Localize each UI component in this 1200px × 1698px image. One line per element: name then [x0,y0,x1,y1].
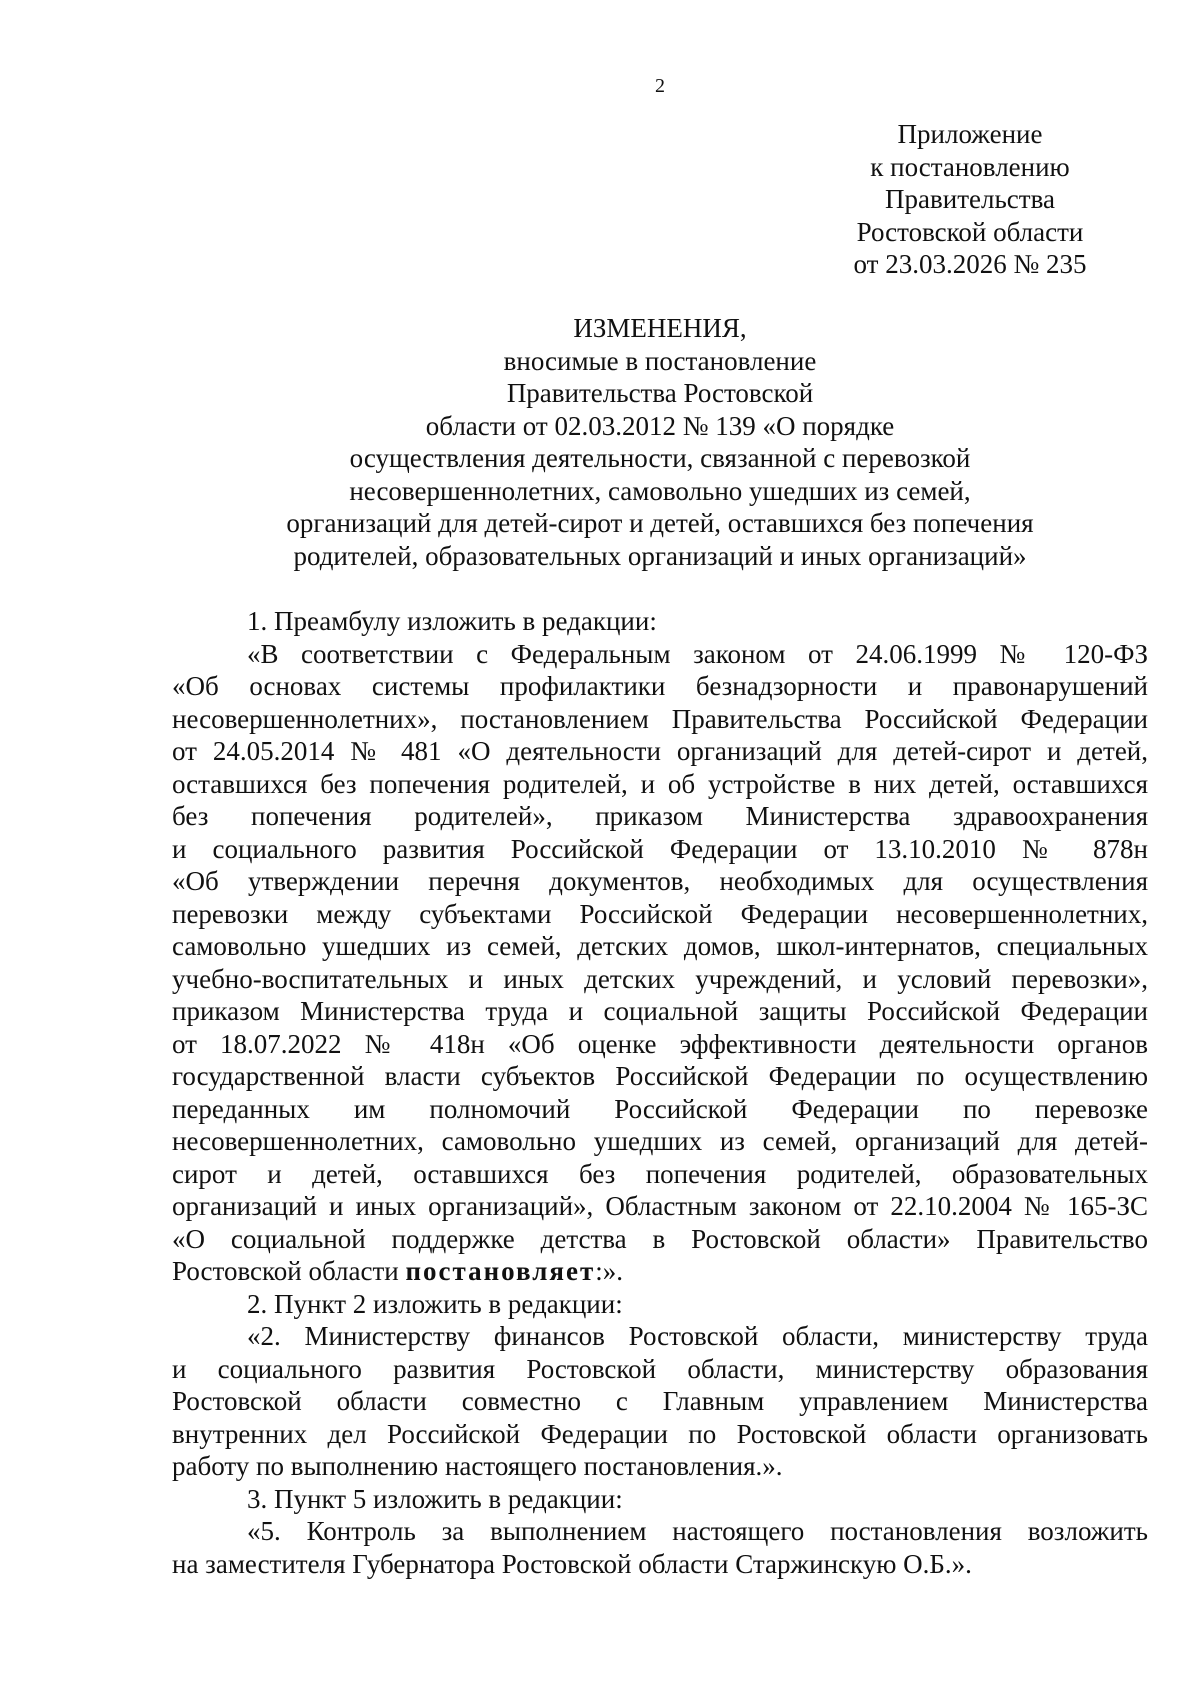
item-2-text-line: внутренних дел Российской Федерации по Ростовской области организовать [172,1418,1148,1449]
document-body [172,605,1148,1580]
document-heading [172,312,1148,572]
heading-line: родителей, образовательных организаций и иных организаций» [293,540,1027,571]
item-1-last-suffix: :». [595,1256,623,1286]
resolution-keyword: постановляет [405,1256,596,1286]
heading-line: осуществления деятельности, связанной с перевозкой [349,443,971,473]
item-1-text-line: «Об основах системы профилактики безнадзорности и правонарушений [172,671,1148,701]
item-1-text-line: и социального развития Российской Федерации от 13.10.2010 № 878н [172,833,1148,864]
item-1-text-line: учебно-воспитательных и иных детских учреждений, и условий перевозки», [172,963,1148,994]
item-1-text-line: организаций и иных организаций», Областным законом от 22.10.2004 № 165-ЗС [172,1191,1148,1221]
item-1-text-line: от 18.07.2022 № 418н «Об оценке эффективности деятельности органов [172,1028,1148,1059]
item-2-last-line: работу по выполнению настоящего постановления.». [172,1451,783,1481]
item-3-title: 3. Пункт 5 изложить в редакции: [247,1483,623,1514]
item-1-text-line: от 24.05.2014 № 481 «О деятельности организаций для детей-сирот и детей, [172,736,1148,766]
heading-line: Правительства Ростовской [506,378,814,408]
appendix-line: Ростовской области [856,216,1084,247]
item-1-text-line: «О социальной поддержке детства в Ростовской области» Правительство [172,1223,1148,1254]
heading-line: несовершеннолетних, самовольно ушедших из семей, [349,475,971,506]
item-1-text-line: несовершеннолетних», постановлением Правительства Российской Федерации [172,703,1148,734]
item-1-last-prefix: Ростовской области [172,1256,406,1286]
appendix-line: Приложение [897,119,1043,149]
item-1-title: 1. Преамбулу изложить в редакции: [247,606,657,636]
page-number: 2 [655,75,665,97]
heading-line: области от 02.03.2012 № 139 «О порядке [425,410,895,441]
heading-line: вносимые в постановление [503,345,817,376]
item-2-text-line: «2. Министерству финансов Ростовской области, министерству труда [247,1321,1148,1351]
item-1-last-line [172,1255,1148,1288]
item-1-text-line: без попечения родителей», приказом Министерства здравоохранения [172,801,1148,831]
item-1-text-line: сирот и детей, оставшихся без попечения родителей, образовательных [172,1158,1148,1189]
item-1-text-line: «В соответствии с Федеральным законом от 24.06.1999 № 120-ФЗ [247,638,1148,669]
item-2-title: 2. Пункт 2 изложить в редакции: [247,1288,623,1319]
item-1-text-line: перевозки между субъектами Российской Федерации несовершеннолетних, [172,898,1148,929]
heading-line: организаций для детей-сирот и детей, оставшихся без попечения [286,508,1034,538]
item-2-text-line: Ростовской области совместно с Главным управлением Министерства [172,1386,1148,1416]
item-1-text-line: приказом Министерства труда и социальной защиты Российской Федерации [172,996,1148,1026]
item-3-last-line: на заместителя Губернатора Ростовской области Старжинскую О.Б.». [172,1548,972,1579]
item-1-text-line: оставшихся без попечения родителей, и об устройстве в них детей, оставшихся [172,768,1148,799]
appendix-line: от 23.03.2026 № 235 [853,249,1087,279]
item-1-text-line: несовершеннолетних, самовольно ушедших из семей, организаций для детей- [172,1126,1148,1156]
appendix-block [820,118,1120,281]
item-1-text-line: «Об утверждении перечня документов, необходимых для осуществления [172,866,1148,896]
item-3-text-line: «5. Контроль за выполнением настоящего постановления возложить [247,1516,1148,1546]
item-1-text-line: самовольно ушедших из семей, детских домов, школ-интернатов, специальных [172,931,1148,961]
item-1-text-line: переданных им полномочий Российской Федерации по перевозке [172,1093,1148,1124]
item-2-text-line: и социального развития Ростовской области, министерству образования [172,1353,1148,1384]
heading-title: ИЗМЕНЕНИЯ, [573,313,747,343]
appendix-line: Правительства [885,184,1055,214]
appendix-line: к постановлению [870,151,1070,182]
item-1-text-line: государственной власти субъектов Российской Федерации по осуществлению [172,1061,1148,1091]
